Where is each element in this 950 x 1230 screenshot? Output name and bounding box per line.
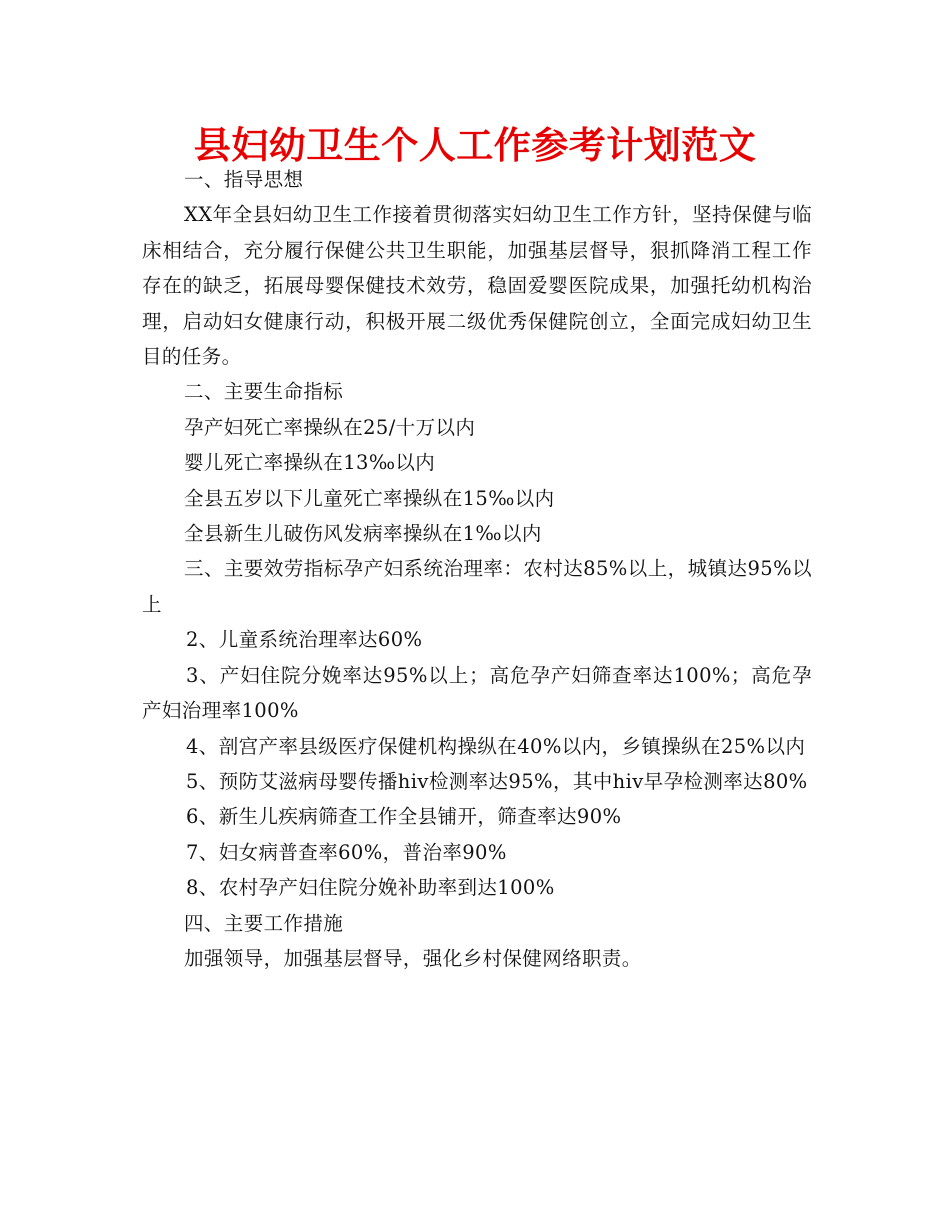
indicator-cesarean-rate: 4、剖宫产率县级医疗保健机构操纵在40%以内，乡镇操纵在25%以内 bbox=[186, 734, 806, 758]
indicator-hospital-delivery: 3、产妇住院分娩率达95%以上；高危孕产妇筛查率达100%；高危孕产妇治理率100% bbox=[142, 663, 812, 723]
indicator-neonatal-tetanus: 全县新生儿破伤风发病率操纵在1‰以内 bbox=[184, 522, 542, 546]
indicator-womens-disease-screening: 7、妇女病普查率60%，普治率90% bbox=[186, 840, 507, 864]
paragraph-work-measures: 加强领导，加强基层督导，强化乡村保健网络职责。 bbox=[184, 946, 642, 970]
document-body bbox=[142, 162, 812, 976]
section-heading-life-indicators: 二、主要生命指标 bbox=[184, 380, 344, 404]
indicator-child-management: 2、儿童系统治理率达60% bbox=[186, 628, 423, 652]
indicator-delivery-subsidy: 8、农村孕产妇住院分娩补助率到达100% bbox=[186, 876, 555, 900]
indicator-infant-mortality: 婴儿死亡率操纵在13‰以内 bbox=[184, 451, 436, 475]
section-heading-guiding-ideology: 一、指导思想 bbox=[184, 168, 304, 191]
indicator-hiv-testing: 5、预防艾滋病母婴传播hiv检测率达95%，其中hiv早孕检测率达80% bbox=[186, 769, 808, 793]
section-heading-work-measures: 四、主要工作措施 bbox=[184, 911, 344, 935]
section-heading-service-indicators: 三、主要效劳指标孕产妇系统治理率：农村达85%以上，城镇达95%以上 bbox=[142, 557, 812, 616]
indicator-under-five-mortality: 全县五岁以下儿童死亡率操纵在15‰以内 bbox=[184, 486, 555, 510]
indicator-maternal-mortality: 孕产妇死亡率操纵在25/十万以内 bbox=[184, 415, 476, 439]
paragraph-guiding-ideology: XX年全县妇幼卫生工作接着贯彻落实妇幼卫生工作方针，坚持保健与临床相结合，充分履行保健公共卫生职能，加强基层督导，狠抓降消工程工作存在的缺乏，拓展母婴保健技术效劳，稳固爱婴医院成果，加强托幼机构治理，启动妇女健康行动，积极开展二级优秀保健院创立，全面完成妇幼卫生目的任务。 bbox=[142, 203, 812, 369]
document-title: 县妇幼卫生个人工作参考计划范文 bbox=[193, 124, 757, 167]
indicator-newborn-screening: 6、新生儿疾病筛查工作全县铺开，筛查率达90% bbox=[186, 805, 622, 829]
